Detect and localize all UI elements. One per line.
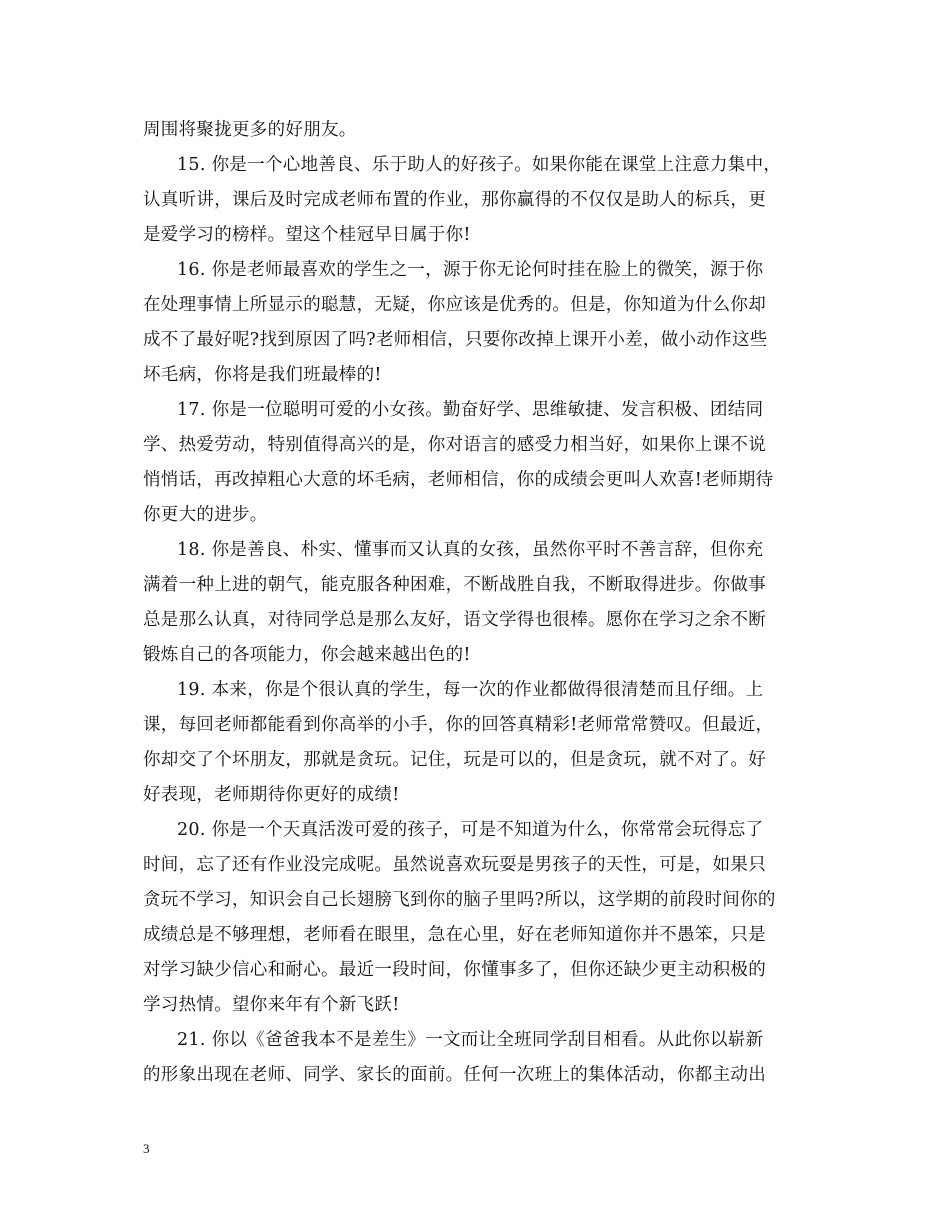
text-line: 锻炼自己的各项能力，你会越来越出色的! [143, 645, 471, 665]
text-line: 学习热情。望你来年有个新飞跃! [143, 995, 400, 1015]
text-line: 成绩总是不够理想，老师看在眼里，急在心里，好在老师知道你并不愚笨，只是 [143, 925, 766, 945]
text-line: 课，每回老师都能看到你高举的小手，你的回答真精彩!老师常常赞叹。但最近， [143, 715, 774, 735]
text-line: 周围将聚拢更多的好朋友。 [143, 120, 357, 140]
text-line: 是爱学习的榜样。望这个桂冠早日属于你! [143, 225, 471, 245]
text-line: 悄悄话，再改掉粗心大意的坏毛病，老师相信，你的成绩会更叫人欢喜!老师期待 [143, 470, 774, 490]
text-line: 17. 你是一位聪明可爱的小女孩。勤奋好学、思维敏捷、发言积极、团结同 [177, 400, 764, 420]
text-line: 坏毛病，你将是我们班最棒的! [143, 365, 382, 385]
text-line: 认真听讲，课后及时完成老师布置的作业，那你赢得的不仅仅是助人的标兵，更 [143, 190, 766, 210]
text-line: 总是那么认真，对待同学总是那么友好，语文学得也很棒。愿你在学习之余不断 [143, 610, 766, 630]
text-line: 贪玩不学习，知识会自己长翅膀飞到你的脑子里吗?所以，这学期的前段时间你的 [143, 890, 776, 910]
text-line: 你更大的进步。 [143, 505, 268, 525]
text-line: 成不了最好呢?找到原因了吗?老师相信，只要你改掉上课开小差，做小动作这些 [143, 330, 768, 350]
text-line: 在处理事情上所显示的聪慧，无疑，你应该是优秀的。但是，你知道为什么你却 [143, 295, 766, 315]
text-line: 20. 你是一个天真活泼可爱的孩子，可是不知道为什么，你常常会玩得忘了 [177, 820, 764, 840]
page-number: 3 [143, 1141, 150, 1156]
text-line: 18. 你是善良、朴实、懂事而又认真的女孩，虽然你平时不善言辞，但你充 [177, 540, 764, 560]
text-line: 16. 你是老师最喜欢的学生之一，源于你无论何时挂在脸上的微笑，源于你 [177, 260, 764, 280]
text-line: 学、热爱劳动，特别值得高兴的是，你对语言的感受力相当好，如果你上课不说 [143, 435, 766, 455]
text-line: 15. 你是一个心地善良、乐于助人的好孩子。如果你能在课堂上注意力集中， [177, 155, 782, 175]
text-line: 的形象出现在老师、同学、家长的面前。任何一次班上的集体活动，你都主动出 [143, 1065, 766, 1085]
text-line: 好表现，老师期待你更好的成绩! [143, 785, 400, 805]
text-line: 你却交了个坏朋友，那就是贪玩。记住，玩是可以的，但是贪玩，就不对了。好 [143, 750, 766, 770]
text-line: 时间，忘了还有作业没完成呢。虽然说喜欢玩耍是男孩子的天性，可是，如果只 [143, 855, 766, 875]
text-line: 对学习缺少信心和耐心。最近一段时间，你懂事多了，但你还缺少更主动积极的 [143, 960, 766, 980]
text-line: 19. 本来，你是个很认真的学生，每一次的作业都做得很清楚而且仔细。上 [177, 680, 764, 700]
text-line: 21. 你以《爸爸我本不是差生》一文而让全班同学刮目相看。从此你以崭新 [177, 1030, 764, 1050]
text-line: 满着一种上进的朝气，能克服各种困难，不断战胜自我，不断取得进步。你做事 [143, 575, 766, 595]
